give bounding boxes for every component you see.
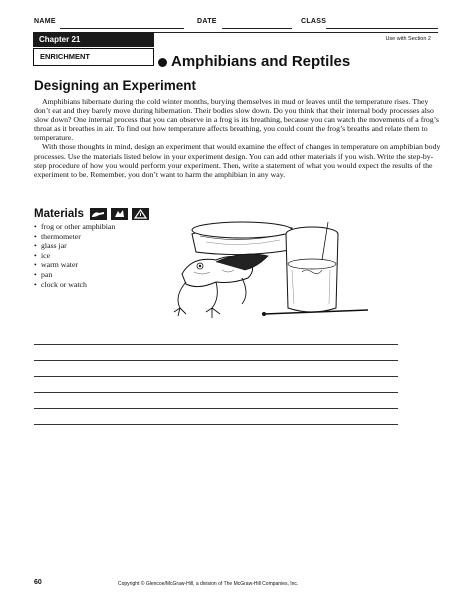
chapter-label: Chapter 21: [33, 32, 154, 47]
answer-line[interactable]: [34, 344, 398, 345]
use-with-note: Use with Section 2: [385, 36, 431, 42]
page-title: Amphibians and Reptiles: [171, 53, 351, 70]
list-item: • ice: [34, 251, 115, 261]
list-item: • warm water: [34, 260, 115, 270]
paragraph-2: With those thoughts in mind, design an experiment that would examine the effect of changes in temperature on amphibian body processes. Use the materials listed below in your experiment design. You can add other materials if you wish. Write the step-by-step procedure of how you would perform your experiment. Then, write a statement of what you would expect the results of the experiment to be. Remember, you don’t want to harm the amphibian in any way.: [34, 142, 441, 179]
list-item: • thermometer: [34, 232, 115, 242]
list-item: • clock or watch: [34, 280, 115, 290]
title-bullet-icon: [158, 58, 167, 67]
list-item: • glass jar: [34, 241, 115, 251]
frog-drawing: [174, 254, 268, 318]
answer-line[interactable]: [34, 376, 398, 377]
copyright-notice: Copyright © Glencoe/McGraw-Hill, a division of The McGraw-Hill Companies, Inc.: [118, 581, 299, 587]
date-label: DATE: [197, 18, 217, 25]
answer-line[interactable]: [34, 424, 398, 425]
list-item: • pan: [34, 270, 115, 280]
class-write-line[interactable]: [326, 28, 438, 29]
answer-line[interactable]: [34, 392, 398, 393]
paragraph-1: Amphibians hibernate during the cold winter months, burying themselves in mud or leaves until the temperature rises. They don’t eat and they barely move during hibernation. Their bodies slow down. Do you think that their internal body processes also slow down? One internal process that you can observe in a frog is its breathing, because you can watch the movements of a frog’s throat as it breathes in air. To find out how temperature affects breathing, you could count the frog’s breaths and relate them to temperature.: [34, 97, 439, 143]
page-number: 60: [34, 579, 42, 586]
top-rule: [154, 32, 438, 33]
hand-wash-icon: [90, 208, 107, 220]
date-write-line[interactable]: [222, 28, 292, 29]
class-label: CLASS: [301, 18, 327, 25]
materials-list: [34, 222, 115, 289]
answer-line[interactable]: [34, 408, 398, 409]
enrichment-tag: ENRICHMENT: [33, 48, 154, 66]
answer-line[interactable]: [34, 360, 398, 361]
section-heading: Designing an Experiment: [34, 78, 197, 93]
safety-icons: [90, 208, 149, 220]
list-item: • frog or other amphibian: [34, 222, 115, 232]
frog-jar-illustration: [172, 212, 372, 330]
pan-drawing: [192, 222, 292, 255]
name-write-line[interactable]: [60, 28, 184, 29]
name-label: NAME: [34, 18, 56, 25]
materials-heading: Materials: [34, 208, 84, 220]
caution-icon: [132, 208, 149, 220]
glass-jar-drawing: [286, 222, 338, 312]
instructions-body: [34, 97, 442, 179]
safety-animal-icon: [111, 208, 128, 220]
